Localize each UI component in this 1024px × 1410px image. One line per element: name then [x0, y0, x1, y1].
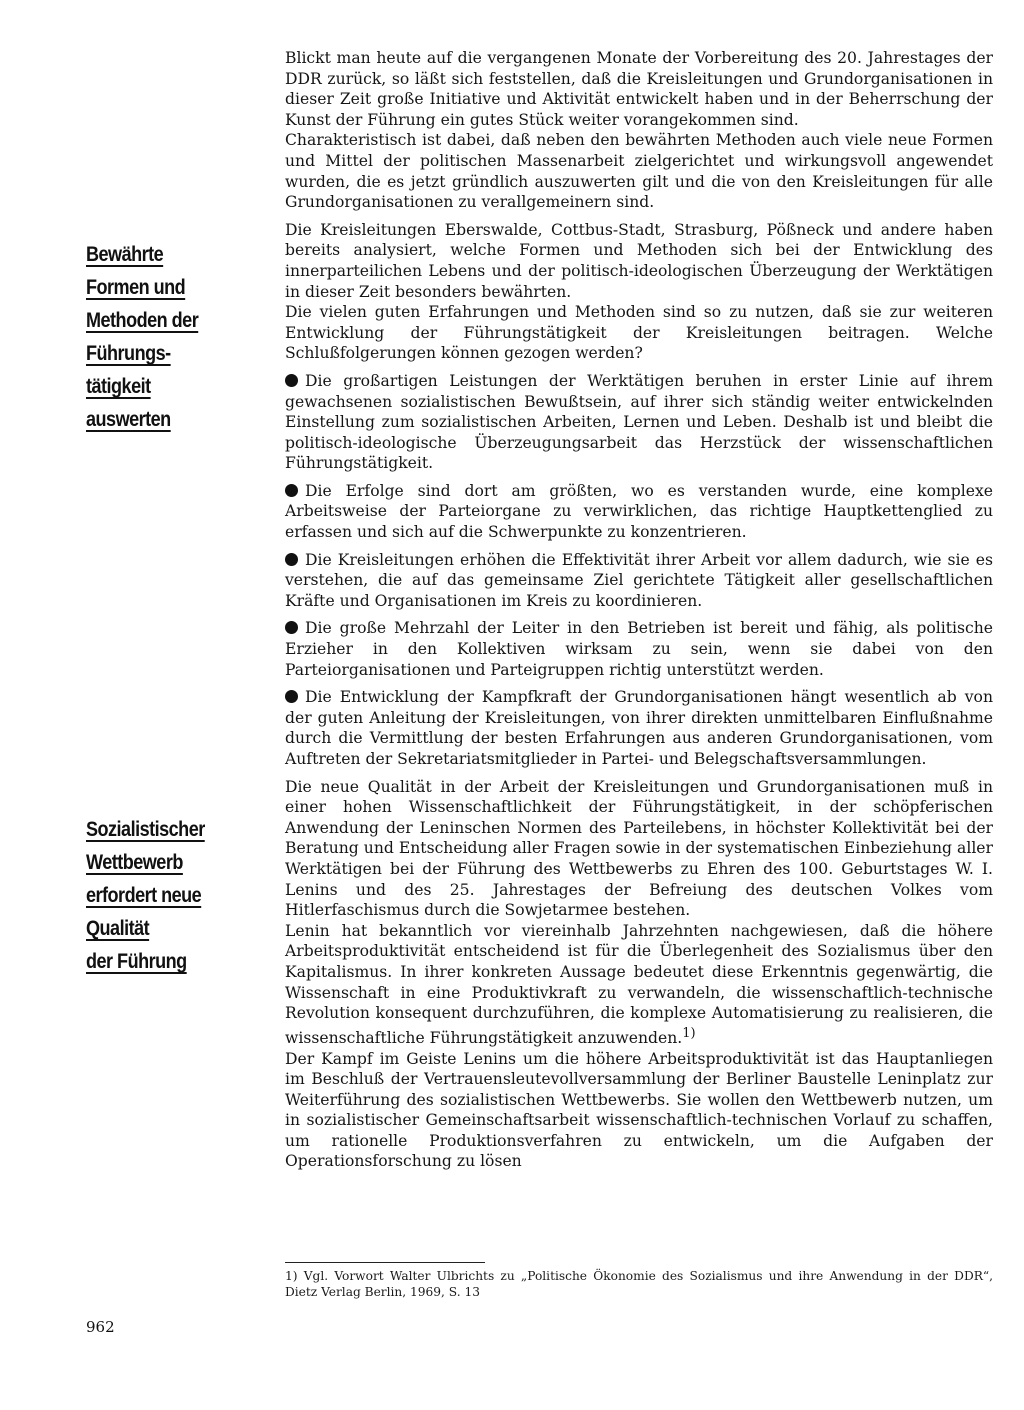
bullet-item [285, 687, 993, 769]
sidebar-heading-line: Qualität [86, 917, 150, 940]
paragraph: Die Kreisleitungen Eberswalde, Cottbus-Stadt, Strasburg, Pößneck und andere haben bereits analysiert, welche Formen und Methoden sich bei der Entwicklung des innerparteilichen Lebens und der politisch-ideologischen Überzeugung der Werktätigen in dieser Zeit besonders bewährten. [285, 220, 993, 301]
bullet-icon [285, 484, 298, 497]
bullet-icon [285, 690, 298, 703]
sidebar-heading-line: Bewährte [86, 243, 164, 266]
paragraph: Blickt man heute auf die vergangenen Monate der Vorbereitung des 20. Jahrestages der DDR zurück, so läßt sich feststellen, daß die Kreisleitungen und Grundorganisationen in dieser Zeit große Initiative und Aktivität entwickelt haben und in der Beherrschung der Kunst der Führung ein gutes Stück weiter vorangekommen sind. [285, 49, 993, 129]
sidebar-heading-line: Methoden der [86, 309, 199, 332]
bullet-item [285, 618, 993, 680]
sidebar-heading-line: tätigkeit [86, 375, 151, 398]
bullet-icon [285, 621, 298, 634]
bullet-text: Die Erfolge sind dort am größten, wo es verstanden wurde, eine komplexe Arbeitsweise der Parteiorgane zu verwirklichen, das richtige Hauptkettenglied zu erfassen und sich auf die Schwerpunkte zu konzentrieren. [285, 481, 993, 542]
sidebar-heading-line: Sozialistischer [86, 818, 205, 841]
sidebar-heading-line: auswerten [86, 408, 171, 431]
sidebar-heading-methods [86, 238, 256, 436]
footnote: 1) Vgl. Vorwort Walter Ulbrichts zu „Politische Ökonomie des Sozialismus und ihre Anwendung in der DDR“, Dietz Verlag Berlin, 1969, S. 13 [285, 1269, 993, 1299]
bullet-text: Die großartigen Leistungen der Werktätigen beruhen in erster Linie auf ihrem gewachsenen sozialistischen Bewußtsein, auf ihrer sich ständig weiter entwickelnden Einstellung zum sozialistischen Arbeiten, Lernen und Leben. Deshalb ist und bleibt die politisch-ideologische Überzeugungsarbeit das Herzstück der wissenschaftlichen Führungstätigkeit. [285, 371, 993, 473]
bullet-text: Die Kreisleitungen erhöhen die Effektivität ihrer Arbeit vor allem dadurch, wie sie es verstehen, die auf das gemeinsame Ziel gerichtete Tätigkeit aller gesellschaftlichen Kräfte und Organisationen im Kreis zu koordinieren. [285, 550, 993, 610]
paragraph: Charakteristisch ist dabei, daß neben den bewährten Methoden auch viele neue Formen und Mittel der politischen Massenarbeit zielgerichtet und wirkungsvoll angewendet wurden, die es jetzt gründlich auszuwerten gilt und die von den Kreisleitungen für alle Grundorganisationen zu verallgemeinern sind. [285, 131, 993, 212]
sidebar-heading-line: erfordert neue [86, 884, 202, 907]
bullet-item [285, 550, 993, 612]
paragraph: Die neue Qualität in der Arbeit der Kreisleitungen und Grundorganisationen muß in einer hohen Wissenschaftlichkeit der Führungstätigkeit, in der schöpferischen Anwendung der Leninschen Normen des Parteilebens, in höchster Kollektivität bei der Beratung und Entscheidung aller Fragen sowie in der systematischen Einbeziehung aller Werktätigen bei der Führung des Wettbewerbs zu Ehren des 100. Geburtstages W. I. Lenins und des 25. Jahrestages der Befreiung des deutschen Volkes vom Hitlerfaschismus durch die Sowjetarmee bestehen. [285, 777, 993, 920]
sidebar-heading-competition [86, 813, 256, 978]
footnote-divider [285, 1262, 485, 1263]
page-number: 962 [86, 1318, 115, 1336]
paragraph-text: Lenin hat bekanntlich vor viereinhalb Jahrzehnten nachgewiesen, daß die höhere Arbeitsproduktivität entscheidend ist für die Überlegenheit des Sozialismus über den Kapitalismus. In ihrer konkreten Aussage bedeutet diese Erkenntnis gegenwärtig, die Wissenschaft in eine Produktivkraft zu verwandeln, die wissenschaftlich-technische Revolution konsequent durchzuführen, die komplexe Automatisierung zu realisieren, die wissenschaftliche Führungstätigkeit anzuwenden. [285, 921, 993, 1047]
bullet-item [285, 371, 993, 474]
bullet-icon [285, 374, 298, 387]
bullet-text: Die Entwicklung der Kampfkraft der Grundorganisationen hängt wesentlich ab von der guten Anleitung der Kreisleitungen, von ihrer direkten unmittelbaren Einflußnahme durch die Vermittlung der besten Erfahrungen aus anderen Grundorganisationen, vom Auftreten der Sekretariatsmitglieder in Partei- und Belegschaftsversammlungen. [285, 688, 993, 768]
sidebar-heading-line: Führungs- [86, 342, 171, 365]
sidebar-heading-line: Formen und [86, 276, 186, 299]
paragraph [285, 921, 993, 1049]
sidebar-heading-line: der Führung [86, 950, 187, 973]
paragraph: Der Kampf im Geiste Lenins um die höhere Arbeitsproduktivität ist das Hauptanliegen im Beschluß der Vertrauensleutevollversammlung der Berliner Baustelle Leninplatz zur Weiterführung des sozialistischen Wettbewerbs. Sie wollen den Wettbewerb nutzen, um in sozialistischer Gemeinschaftsarbeit wissenschaftlich-technischen Vorlauf zu schaffen, um rationelle Produktionsverfahren zu entwickeln, um die Aufgaben der Operationsforschung zu lösen [285, 1049, 993, 1171]
bullet-item [285, 481, 993, 543]
footnote-marker: 1) [682, 1025, 696, 1041]
bullet-text: Die große Mehrzahl der Leiter in den Betrieben ist bereit und fähig, als politische Erzieher in den Kollektiven wirksam zu sein, wenn sie dabei von den Parteiorganisationen und Parteigruppen richtig unterstützt werden. [285, 619, 993, 679]
bullet-icon [285, 553, 298, 566]
sidebar-heading-line: Wettbewerb [86, 851, 183, 874]
paragraph: Die vielen guten Erfahrungen und Methoden sind so zu nutzen, daß sie zur weiteren Entwicklung der Führungstätigkeit der Kreisleitungen beitragen. Welche Schlußfolgerungen können gezogen werden? [285, 303, 993, 363]
main-text-column [285, 48, 993, 1172]
